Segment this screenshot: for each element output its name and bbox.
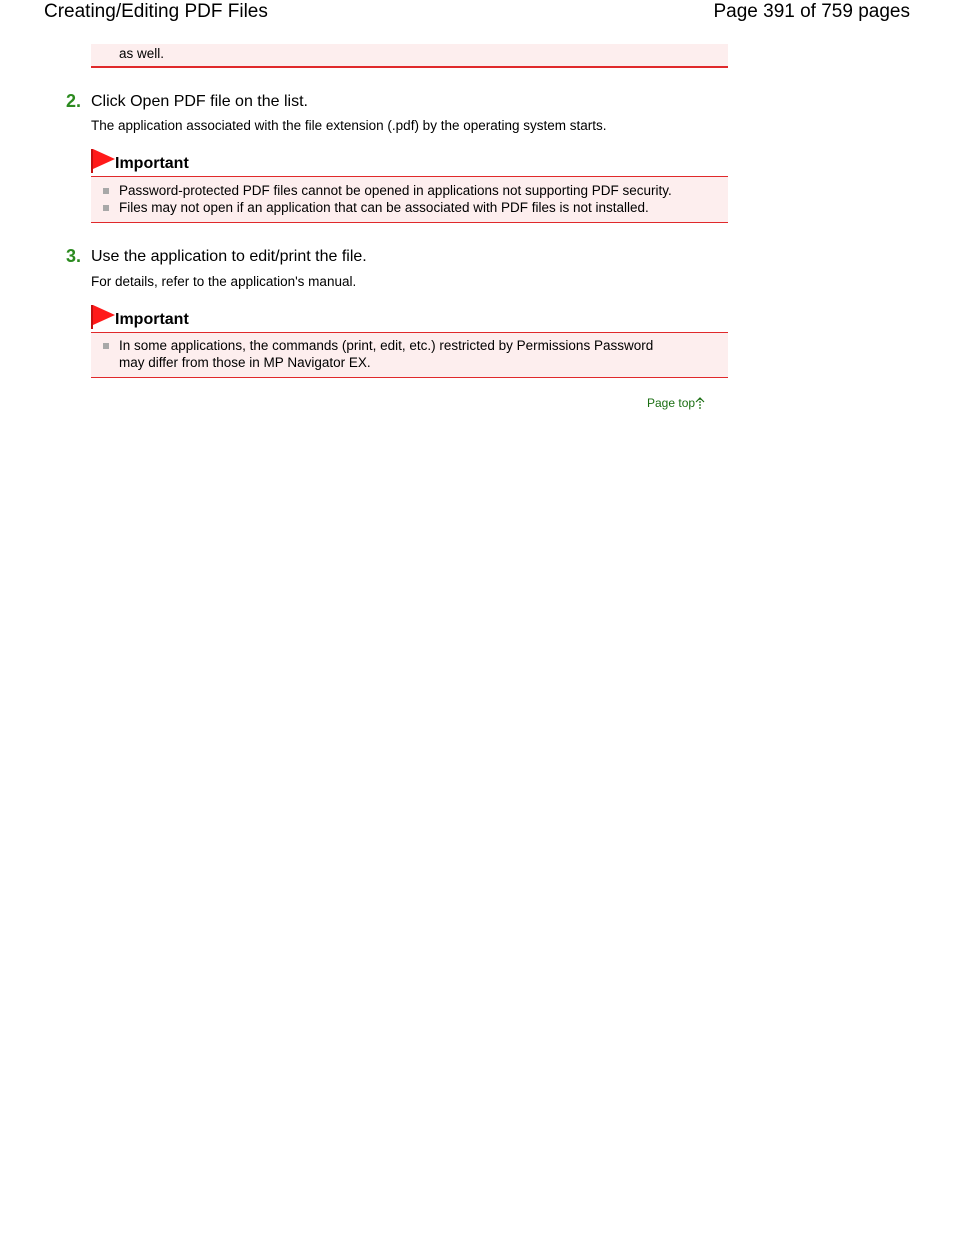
step-title: Click Open PDF file on the list. [91, 93, 308, 110]
square-bullet-icon [103, 188, 109, 194]
step-number: 3. [66, 246, 82, 266]
square-bullet-icon [103, 343, 109, 349]
flag-icon [91, 149, 115, 173]
important-label: Important [115, 155, 189, 172]
step-description: The application associated with the file extension (.pdf) by the operating system starts. [91, 118, 607, 133]
document-title: Creating/Editing PDF Files [44, 1, 268, 22]
page-header [0, 0, 954, 26]
continued-note-box [91, 44, 728, 68]
list-item-text: Files may not open if an application that can be associated with PDF files is not installed. [119, 200, 649, 215]
important-header [91, 149, 728, 175]
list-item-text: In some applications, the commands (print, edit, etc.) restricted by Permissions Password [119, 338, 654, 353]
list-item-text: Password-protected PDF files cannot be opened in applications not supporting PDF security. [119, 183, 672, 198]
up-arrow-icon [695, 397, 705, 409]
step-number: 2. [66, 91, 82, 111]
list-item-text: may differ from those in MP Navigator EX. [119, 355, 371, 370]
important-header [91, 305, 728, 331]
step-title: Use the application to edit/print the file. [91, 248, 367, 265]
page-top-label: Page top [647, 396, 696, 410]
important-body [91, 176, 728, 223]
page-top-link[interactable] [647, 395, 705, 411]
important-label: Important [115, 311, 189, 328]
continued-note-text: as well. [119, 46, 165, 61]
important-body [91, 332, 728, 378]
flag-icon [91, 305, 115, 329]
page-count: Page 391 of 759 pages [713, 1, 910, 22]
step-description: For details, refer to the application's manual. [91, 274, 357, 289]
square-bullet-icon [103, 205, 109, 211]
